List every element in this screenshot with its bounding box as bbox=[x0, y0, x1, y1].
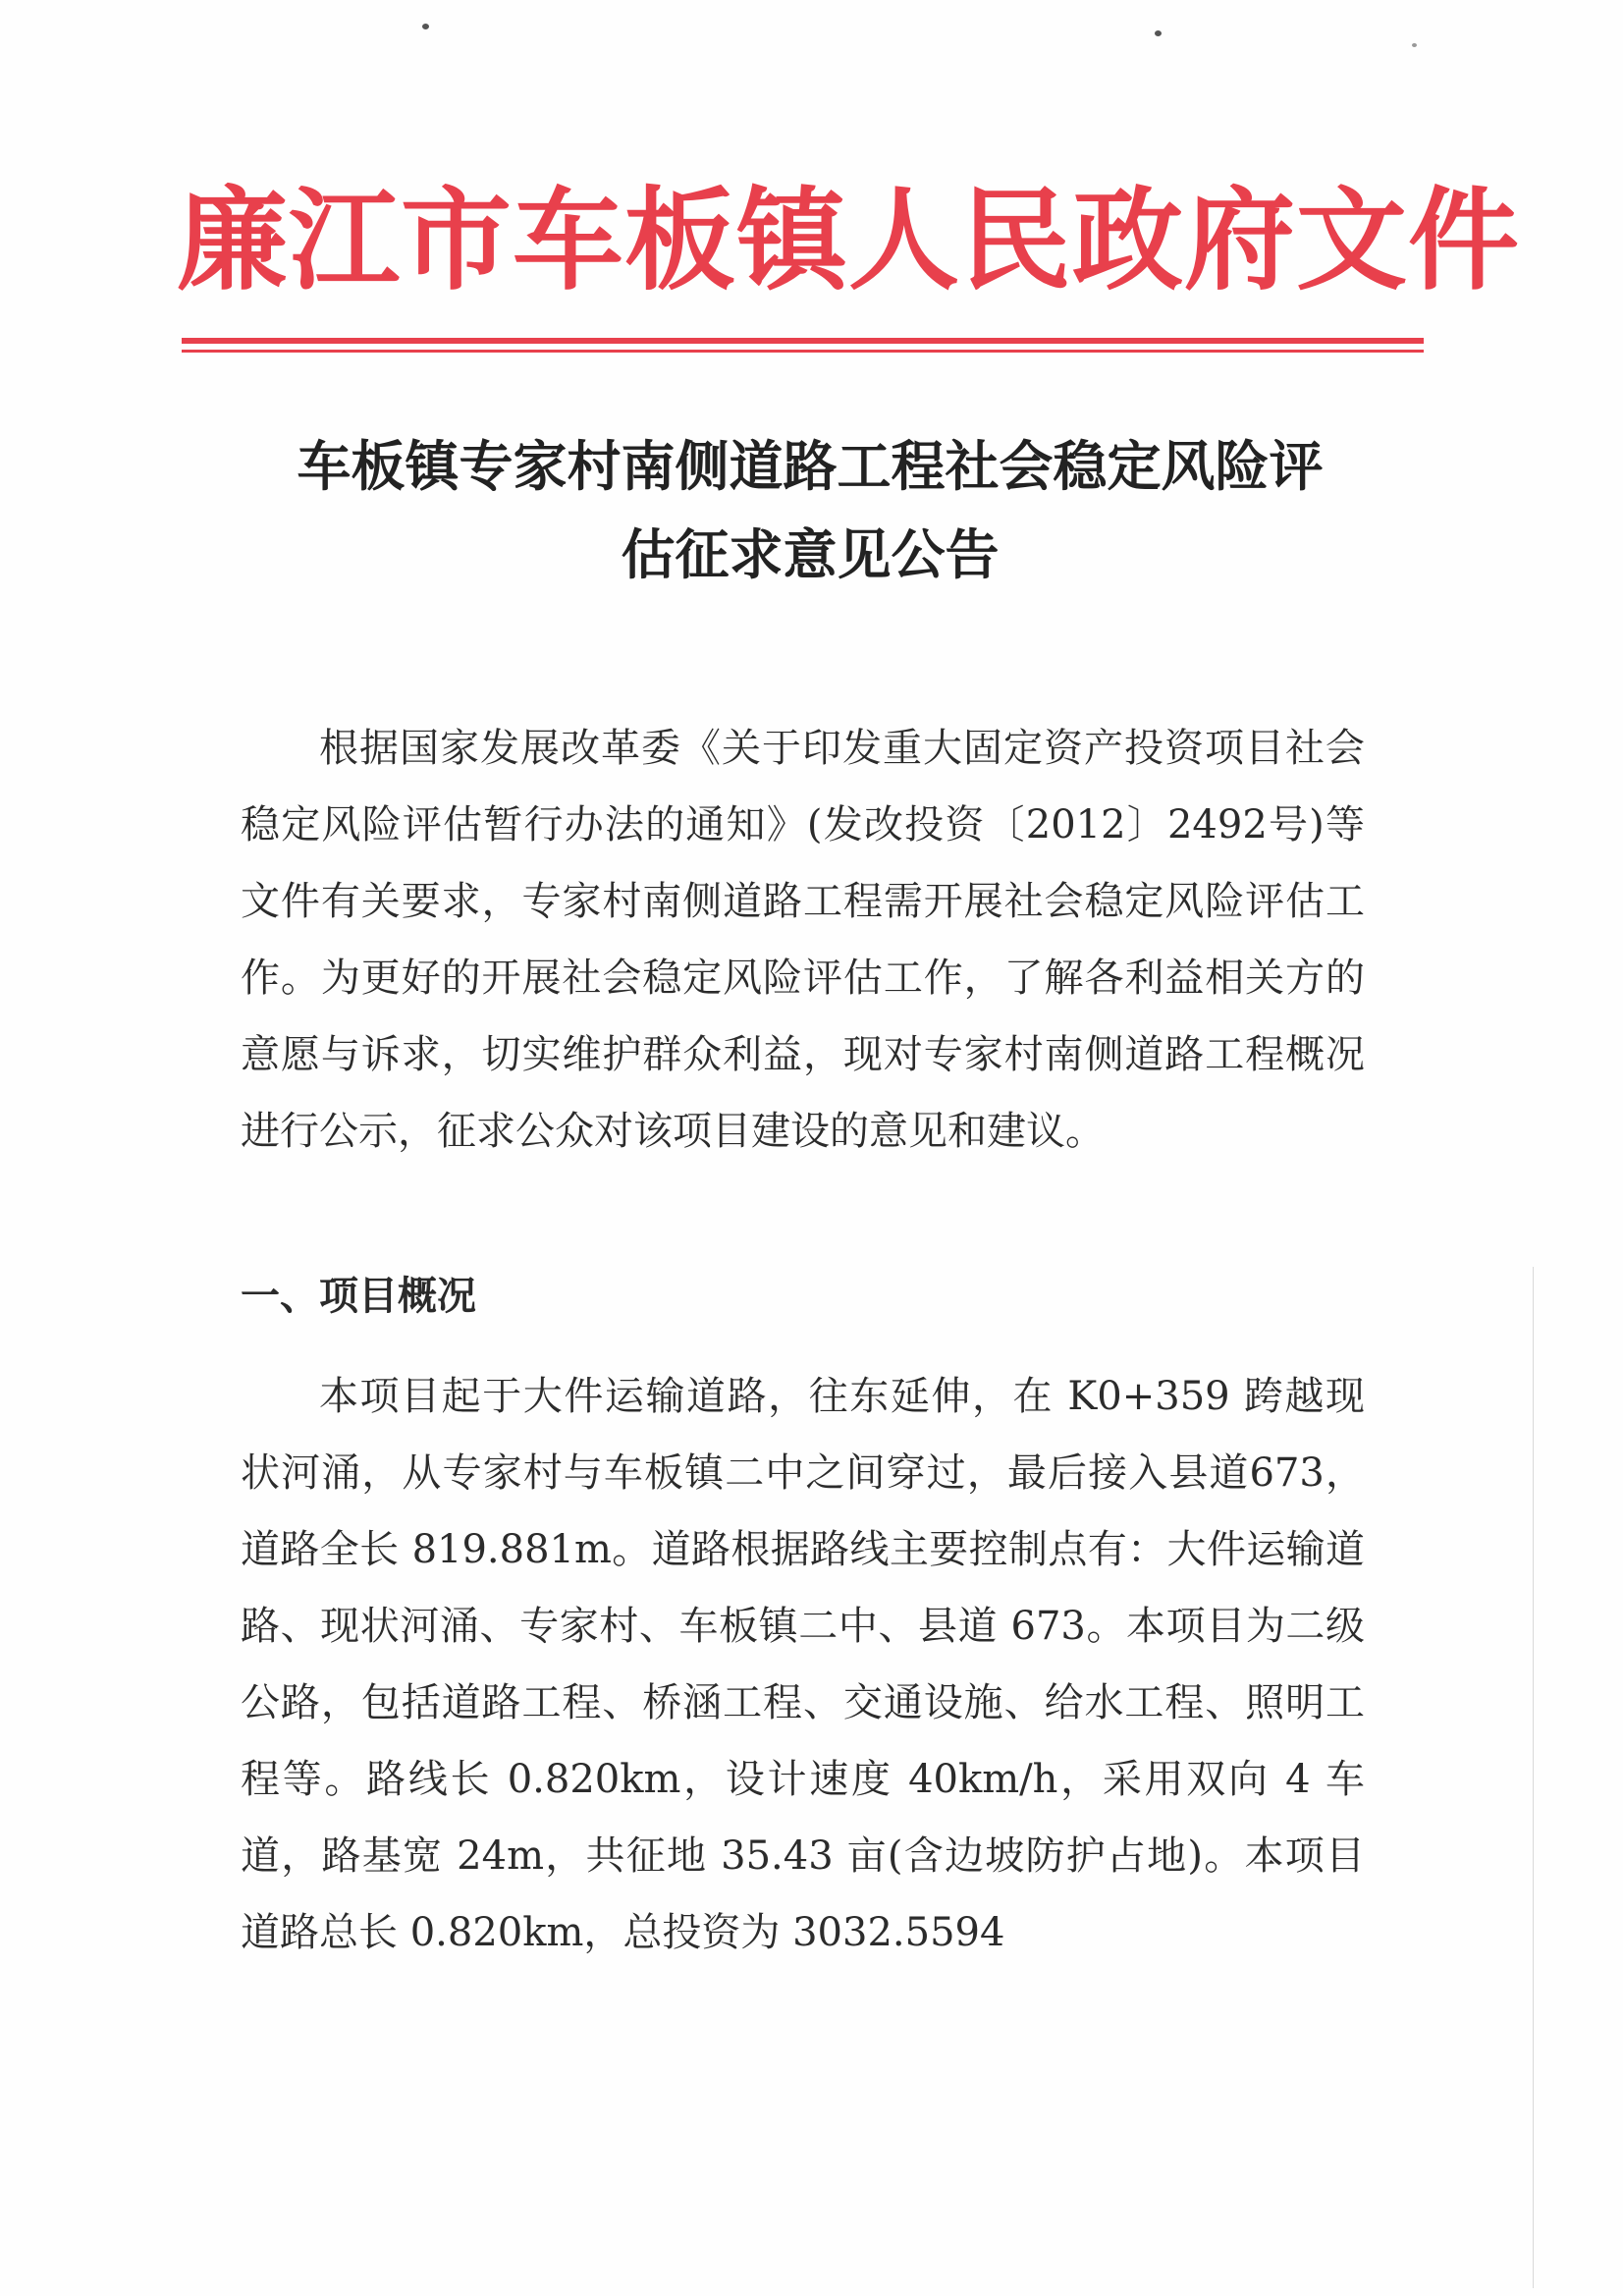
scan-speck bbox=[1155, 30, 1162, 36]
scan-speck bbox=[1412, 43, 1417, 47]
header-rule-thick bbox=[182, 338, 1424, 344]
project-overview-paragraph: 本项目起于大件运输道路，往东延伸，在 K0+359 跨越现状河涌，从专家村与车板镇二中之间穿过，最后接入县道673，道路全长 819.881m。道路根据路线主要控制点有：大件运输道路、现状河涌、专家村、车板镇二中、县道 673。本项目为二级公路，包括道路工程、桥涵工程、交通设施、给水工程、照明工程等。路线长 0.820km，设计速度 40km/h，采用双向 4 车道，路基宽 24m，共征地 35.43 亩(含边坡防护占地)。本项目道路总长 0.820km，总投资为 3032.5594 bbox=[241, 1374, 1365, 1955]
section-heading-project-overview: 一、项目概况 bbox=[241, 1274, 476, 1319]
document-title bbox=[196, 422, 1424, 599]
header-rule-thin bbox=[182, 350, 1424, 353]
scan-edge-line bbox=[1533, 1267, 1534, 2288]
intro-paragraph: 根据国家发展改革委《关于印发重大固定资产投资项目社会稳定风险评估暂行办法的通知》(发改投资〔2012〕2492号)等文件有关要求，专家村南侧道路工程需开展社会稳定风险评估工作。为更好的开展社会稳定风险评估工作，了解各利益相关方的意愿与诉求，切实维护群众利益，现对专家村南侧道路工程概况进行公示，征求公众对该项目建设的意见和建议。 bbox=[241, 726, 1365, 1154]
document-title-line-1: 车板镇专家村南侧道路工程社会稳定风险评 bbox=[297, 434, 1324, 498]
scan-speck bbox=[422, 24, 429, 29]
document-title-line-2: 估征求意见公告 bbox=[621, 522, 1000, 586]
issuer-header-title: 廉江市车板镇人民政府文件 bbox=[177, 176, 1520, 305]
